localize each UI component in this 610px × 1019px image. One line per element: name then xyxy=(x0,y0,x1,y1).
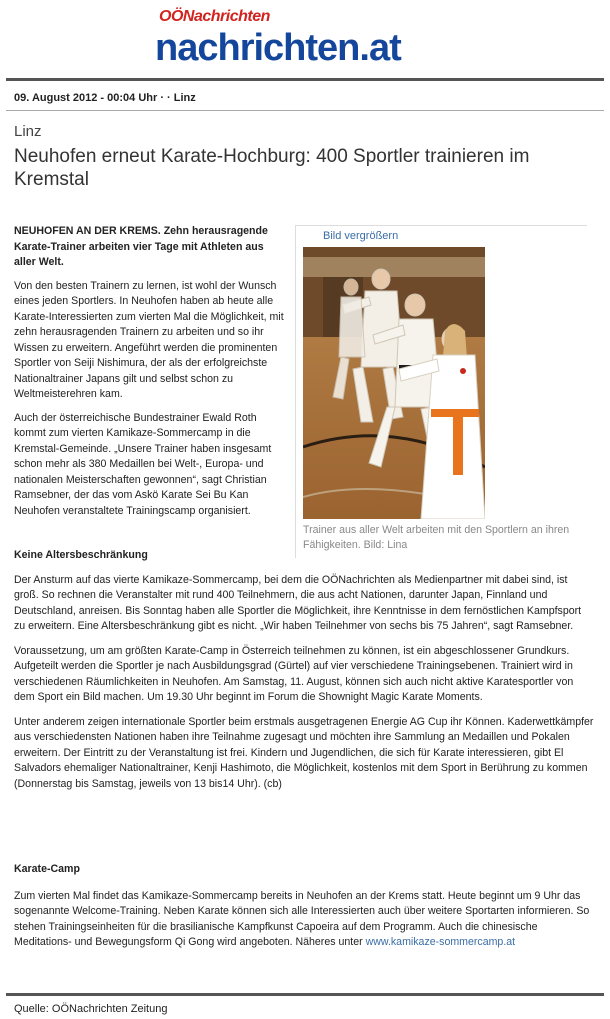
logo-brand-top: OÖNachrichten xyxy=(159,8,270,25)
footer-rule xyxy=(6,993,604,996)
logo-brand-main: nachrichten.at xyxy=(155,27,401,69)
masthead-logo[interactable] xyxy=(155,6,455,72)
figure-divider xyxy=(295,225,587,226)
figure-caption: Trainer aus aller Welt arbeiten mit den Sportlern an ihren Fähigkeiten. Bild: Lina xyxy=(303,524,570,551)
subheading-karate-camp: Karate-Camp xyxy=(14,863,80,875)
karate-camp-box xyxy=(14,862,594,951)
article-paragraph: Der Ansturm auf das vierte Kamikaze-Sommercamp, bei dem die OÖNachrichten als Medienpartner mit dabei sind, ist groß. So rechnen die Veranstalter mit rund 400 Teilnehmern, die aus acht Nationen, darunter Japan, Finnland und Deutschland, anreisen. Bis Sonntag haben alle Sportler die Möglichkeit, ihre Kenntnisse in dem fernöstlichen Kampfsport zu erweitern. Eine Altersbeschränkung gibt es nicht. „Wir haben Teilnehmer von sechs bis 75 Jahren“, sagt Ramsebner. xyxy=(14,573,582,632)
dateline-rule xyxy=(6,110,604,111)
article-headline: Neuhofen erneut Karate-Hochburg: 400 Sportler trainieren im Kremstal xyxy=(14,146,530,190)
article-lead: NEUHOFEN AN DER KREMS. Zehn herausragende Karate-Trainer arbeiten vier Tage mit Athleten aus aller Welt. xyxy=(14,225,268,268)
karate-training-photo[interactable] xyxy=(303,247,485,519)
source-note: Quelle: OÖNachrichten Zeitung xyxy=(14,1003,168,1015)
article-paragraph: Auch der österreichische Bundestrainer Ewald Roth kommt zum vierten Kamikaze-Sommercamp in die Kremstal-Gemeinde. „Unsere Trainer haben insgesamt schon mehr als 380 Medaillen bei Welt-, Europa- und nationalen Meisterschaften gewonnen“, sagt Christian Ramsebner, der das vom Askö Karate Sei Bu Kan Neuhofen veranstaltete Trainingscamp organisiert. xyxy=(14,411,272,517)
article-paragraph: Voraussetzung, um am größten Karate-Camp in Österreich teilnehmen zu können, ist ein abgeschlossener Grundkurs. Aufgeteilt werden die Sportler je nach Ausbildungsgrad (Gürtel) auf vier verschiedene Trainingsebenen. Trainiert wird in verschiedenen Räumlichkeiten in Neuhofen. Am Samstag, 11. August, können sich auch nicht aktive Karatesportler von dem Sport ein Bild machen. Um 19.30 Uhr beginnt im Forum die Shownight Magic Karate Moments. xyxy=(14,644,574,703)
article-intro-column xyxy=(14,224,284,527)
camp-text: Zum vierten Mal findet das Kamikaze-Sommercamp bereits in Neuhofen an der Krems statt. Heute beginnt um 9 Uhr das sogenannte Welcome-Training. Neben Karate können sich alle Interessierten auch über weitere Sportarten informieren. So stehen Trainingseinheiten für die brasilianische Kampfkunst Capoeira auf dem Programm. Auch die chinesische Meditations- und Bewegungsform Qi Gong wird angeboten. Näheres unter xyxy=(14,889,590,948)
figure-divider xyxy=(295,225,296,558)
header-rule xyxy=(6,78,604,81)
dateline: 09. August 2012 - 00:04 Uhr · · Linz xyxy=(14,92,196,104)
article-paragraph: Unter anderem zeigen internationale Sportler beim erstmals ausgetragenen Energie AG Cup ihr Können. Kaderwettkämpfer aus verschiedensten Nationen haben ihre Teilnahme zugesagt und möchten ihre Sammlung an Medaillen und Pokalen erweitern. Der Eintritt zu der Veranstaltung ist frei. Kindern und Jugendlichen, die sich für Karate interessieren, gibt El Salvadors ehemaliger Nationaltrainer, Kenji Hashimoto, die Möglichkeit, kostenlos mit dem Sport in Berührung zu kommen (Donnerstag bis Samstag, jeweils von 13 bis14 Uhr). (cb) xyxy=(14,715,594,790)
camp-paragraph xyxy=(14,889,594,951)
article-body xyxy=(14,548,594,792)
article-figure xyxy=(295,225,587,558)
camp-website-link[interactable]: www.kamikaze-sommercamp.at xyxy=(365,936,516,948)
karate-photo-illustration xyxy=(303,247,485,519)
section-label: Linz xyxy=(14,123,42,140)
enlarge-image-link[interactable]: Bild vergrößern xyxy=(323,230,399,242)
article-paragraph: Von den besten Trainern zu lernen, ist wohl der Wunsch eines jeden Sportlers. In Neuhofen haben ab heute alle Karate-Interessierten zum vierten Mal die Möglichkeit, mit zehn herausragenden Trainern zu arbeiten und so ihr Wissen zu erweitern. Angeführt werden die prominenten Sportler von Seiji Nishimura, der als der erfolgreichste Nationaltrainer Japans gilt und selbst schon zu Weltmeisterehren kam. xyxy=(14,279,284,400)
subheading-altersbeschraenkung: Keine Altersbeschränkung xyxy=(14,549,148,561)
